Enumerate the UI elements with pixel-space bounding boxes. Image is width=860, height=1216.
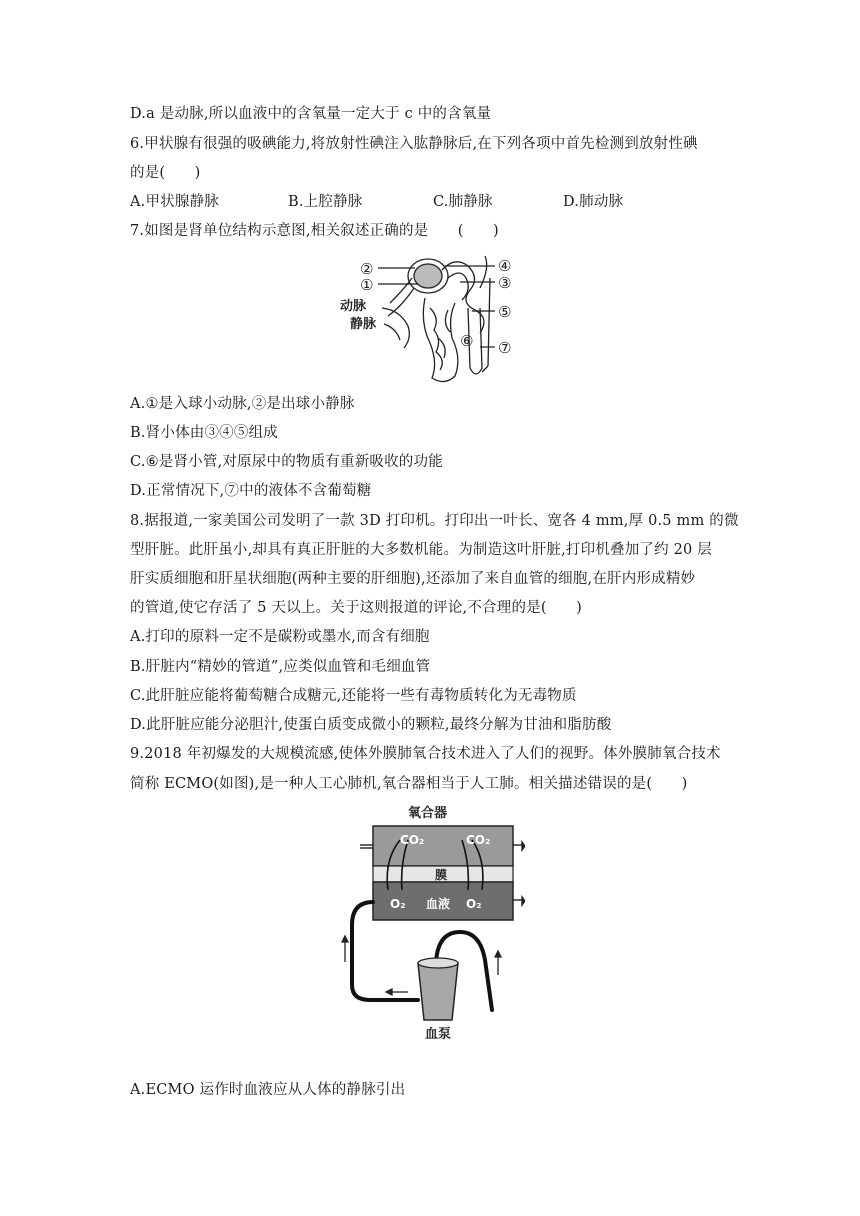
q8-option-b: B.肝脏内“精妙的管道”,应类似血管和毛细血管 [130, 659, 431, 675]
question-8-stem: 8.据报道,一家美国公司发明了一款 3D 打印机。打印出一叶长、宽各 4 mm,厚 0.5 mm 的微 [130, 513, 739, 529]
label-1: ① [360, 276, 374, 294]
label-2: ② [360, 260, 374, 278]
question-7-stem: 7.如图是肾单位结构示意图,相关叙述正确的是 ( ) [130, 223, 499, 239]
question-6-stem: 6.甲状腺有很强的吸碘能力,将放射性碘注入肱静脉后,在下列各项中首先检测到放射性碘 [130, 136, 698, 152]
blood-label: 血液 [426, 897, 451, 911]
pump-label: 血泵 [425, 1027, 452, 1042]
q7-option-d: D.正常情况下,⑦中的液体不含葡萄糖 [130, 483, 372, 499]
q8-option-c: C.此肝脏应能将葡萄糖合成糖元,还能将一些有毒物质转化为无毒物质 [130, 688, 577, 704]
label-4: ④ [498, 257, 512, 275]
q7-option-c: C.⑥是肾小管,对原尿中的物质有重新吸收的功能 [130, 454, 443, 470]
q6-option-b: B.上腔静脉 [288, 194, 363, 210]
label-6: ⑥ [460, 332, 474, 350]
label-3: ③ [498, 274, 512, 292]
label-7: ⑦ [498, 339, 512, 357]
q6-option-d: D.肺动脉 [563, 194, 624, 210]
membrane-label: 膜 [435, 868, 448, 882]
q7-option-a: A.①是入球小动脉,②是出球小静脉 [130, 396, 355, 412]
question-8-stem-3: 肝实质细胞和肝星状细胞(两种主要的肝细胞),还添加了来自血管的细胞,在肝内形成精妙 [130, 571, 696, 587]
q7-option-b: B.肾小体由③④⑤组成 [130, 425, 278, 441]
q6-option-c: C.肺静脉 [433, 194, 493, 210]
question-9-stem-2: 简称 ECMO(如图),是一种人工心肺机,氧合器相当于人工肺。相关描述错误的是( ) [130, 776, 688, 792]
question-8-stem-4: 的管道,使它存活了 5 天以上。关于这则报道的评论,不合理的是( ) [130, 600, 582, 616]
co2-right: CO₂ [466, 833, 491, 847]
q8-option-d: D.此肝脏应能分泌胆汁,使蛋白质变成微小的颗粒,最终分解为甘油和脂肪酸 [130, 717, 612, 733]
q9-option-a: A.ECMO 运作时血液应从人体的静脉引出 [130, 1082, 406, 1098]
label-vein: 静脉 [350, 317, 377, 332]
o2-left: O₂ [390, 897, 406, 911]
option-d-line: D.a 是动脉,所以血液中的含氧量一定大于 c 中的含氧量 [130, 106, 492, 122]
question-9-stem: 9.2018 年初爆发的大规模流感,使体外膜肺氧合技术进入了人们的视野。体外膜肺氧合技术 [130, 746, 721, 762]
label-5: ⑤ [498, 303, 512, 321]
nephron-figure [330, 248, 530, 388]
question-6-stem-cont: 的是( ) [130, 165, 201, 181]
oxygenator-title: 氧合器 [408, 806, 448, 821]
question-6-options [130, 192, 623, 212]
q8-option-a: A.打印的原料一定不是碳粉或墨水,而含有细胞 [130, 629, 430, 645]
o2-right: O₂ [466, 897, 482, 911]
co2-left: CO₂ [400, 833, 425, 847]
label-artery: 动脉 [340, 299, 367, 314]
question-8-stem-2: 型肝脏。此肝虽小,却具有真正肝脏的大多数机能。为制造这叶肝脏,打印机叠加了约 20 层 [130, 542, 712, 558]
q6-option-a: A.甲状腺静脉 [130, 194, 219, 210]
ecmo-figure [340, 800, 525, 1045]
